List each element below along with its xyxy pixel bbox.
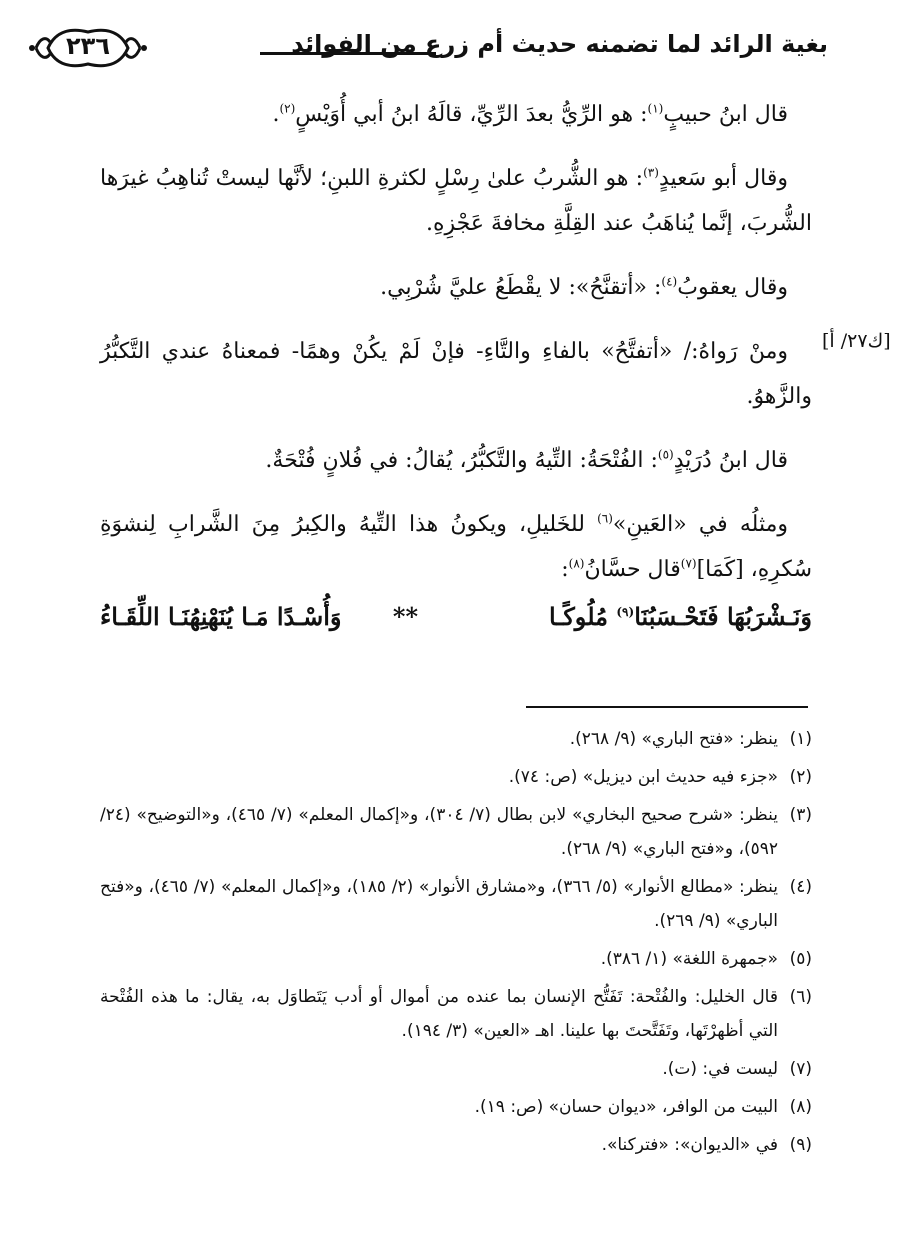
manuscript-folio-marker: [ك٢٧/ أ]: [822, 330, 891, 352]
footnote-text: ينظر: «مطالع الأنوار» (٥/ ٣٦٦)، و«مشارق الأنوار» (٢/ ١٨٥)، و«إكمال المعلم» (٧/ ٤٦٥)، و«فتح الباري» (٩/ ٢٦٩).: [100, 877, 778, 931]
text-run: : «أتقنَّحُ»: لا يقْطَعُ عليَّ شُرْبِي.: [380, 275, 662, 300]
page-number: ٢٣٦: [66, 32, 110, 60]
footnote-number: (٩): [789, 1135, 812, 1155]
running-title: بغية الرائد لما تضمنه حديث أم زرع من الفوائد: [291, 30, 828, 58]
footnote-ref[interactable]: (٣): [643, 165, 659, 180]
text-run: قال حسَّانُ: [584, 557, 681, 582]
footnote-separator-rule: [526, 706, 808, 708]
text-run: ومثلُه في «العَينِ»: [612, 512, 789, 537]
text-run: ومنْ رَواهُ:/ «أتفتَّحُ» بالفاءِ والتَّاءِ- فإنْ لَمْ يكُنْ وهمًا- فمعناهُ عندي التَّكبُّرُ والزَّهوُ.: [100, 339, 812, 409]
footnote: [100, 760, 812, 794]
footnote-text: البيت من الوافر، «ديوان حسان» (ص: ١٩).: [474, 1097, 778, 1117]
footnote-number: (٣): [789, 805, 812, 825]
main-text: [100, 92, 812, 596]
footnote: [100, 1128, 812, 1162]
footnote: [100, 1052, 812, 1086]
text-run: : هو الشُّربُ علىٰ رِسْلٍ لكثرةِ اللبنِ؛ لأنَّها ليستْ تُناهِبُ غيرَها الشُّربَ، إنَّما يُناهَبُ عند القِلَّةِ مخافةَ عَجْزِهِ.: [100, 166, 812, 236]
footnotes: [100, 722, 812, 1166]
text-run: : هو الرِّيُّ بعدَ الرِّيِّ، قالَهُ ابنُ أبي أُوَيْسٍ: [295, 102, 648, 127]
footnote-text: ينظر: «فتح الباري» (٩/ ٢٦٨).: [569, 729, 778, 749]
footnote-text: في «الديوان»: «فتركنا».: [601, 1135, 778, 1155]
footnote-text: ليست في: (ت).: [662, 1059, 778, 1079]
footnote-text: «جمهرة اللغة» (١/ ٣٨٦).: [600, 949, 778, 969]
footnote: [100, 980, 812, 1048]
footnote-text: ينظر: «شرح صحيح البخاري» لابن بطال (٧/ ٣٠٤)، و«إكمال المعلم» (٧/ ٤٦٥)، و«التوضيح» (٢٤/ ٥٩٢)، و«فتح الباري» (٩/ ٢٦٨).: [100, 805, 778, 859]
verse-separator: **: [392, 602, 418, 631]
footnote-text: قال الخليل: والفُتْحة: تَفَتُّح الإنسان بما عنده من أموال أو أدب يَتَطاوَل به، يقال: ما هذه الفُتْحة التي أظهرْتَها، وتَفَتَّحتَ بها علينا. اهـ «العين» (٣/ ١٩٤).: [100, 987, 778, 1041]
paragraph: [100, 329, 812, 419]
text-run: قال ابنُ دُرَيْدٍ: [673, 448, 788, 473]
paragraph: [100, 502, 812, 592]
footnote-ref[interactable]: (٢): [279, 101, 296, 116]
paragraph: [100, 92, 812, 137]
text-run: وقال أبو سَعيدٍ: [658, 166, 788, 191]
footnote: [100, 870, 812, 938]
footnote-number: (٧): [789, 1059, 812, 1079]
footnote: [100, 942, 812, 976]
footnote: [100, 798, 812, 866]
text-run: :: [561, 557, 569, 582]
footnote-ref[interactable]: (٥): [657, 447, 674, 462]
footnote-ref[interactable]: (١): [647, 101, 664, 116]
poetry-verse: [100, 596, 812, 646]
footnote: [100, 1090, 812, 1124]
text-run: وَنَـشْرَبُهَا فَتَحْـسَبُنَا: [634, 602, 812, 631]
footnote: [100, 722, 812, 756]
text-run: للخَليلِ، ويكونُ هذا التِّيهُ والكِبرُ مِنَ الشَّرابِ لِنشوَةِ سُكرِهِ، [كَمَا]: [100, 512, 812, 582]
footnote-number: (٤): [789, 877, 812, 897]
text-run: : الفُتْحَةُ: التِّيهُ والتَّكبُّرُ، يُقالُ: في فُلانٍ فُتْحَةٌ.: [265, 448, 658, 473]
page-header: [28, 18, 828, 78]
verse-second-hemistich: وَأُسْـدًا مَـا يُنَهْنِهُنَـا اللِّقَـاءُ: [100, 602, 342, 631]
footnote-number: (٢): [789, 767, 812, 787]
paragraph: [100, 156, 812, 246]
text-run: قال ابنُ حبيبٍ: [663, 102, 788, 127]
footnote-ref[interactable]: (٦): [597, 511, 613, 526]
text-run: .: [272, 102, 280, 127]
footnote-number: (٥): [789, 949, 812, 969]
paragraph: [100, 438, 812, 483]
header-rule: [260, 52, 436, 55]
paragraph: [100, 265, 812, 310]
footnote-ref[interactable]: (٨): [568, 556, 585, 571]
page-number-ornament: [28, 18, 148, 78]
verse-first-hemistich: [549, 602, 812, 631]
footnote-ref[interactable]: (٤): [661, 274, 678, 289]
text-run: وقال يعقوبُ: [677, 275, 788, 300]
footnote-text: «جزء فيه حديث ابن ديزيل» (ص: ٧٤).: [508, 767, 778, 787]
footnote-ref[interactable]: (٩): [616, 605, 635, 619]
footnote-number: (١): [789, 729, 812, 749]
text-run: مُلُوكًـا: [549, 602, 617, 631]
footnote-number: (٦): [789, 987, 812, 1007]
footnote-number: (٨): [789, 1097, 812, 1117]
footnote-ref[interactable]: (٧): [680, 556, 697, 571]
